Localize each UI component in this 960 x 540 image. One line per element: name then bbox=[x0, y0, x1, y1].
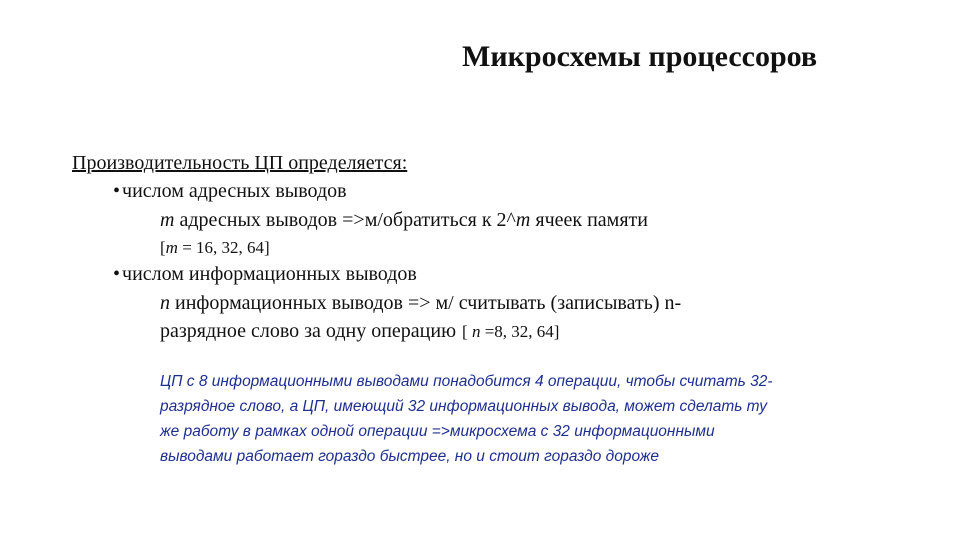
address-pins-detail bbox=[160, 209, 648, 232]
bullet-address-pins bbox=[113, 180, 347, 203]
range-open: [ bbox=[160, 238, 166, 257]
detail-text: разрядное слово за одну операцию bbox=[160, 320, 457, 342]
range-open: [ bbox=[462, 322, 472, 341]
slide-title: Микросхемы процессоров bbox=[462, 40, 818, 73]
bullet-data-pins bbox=[113, 263, 417, 286]
range-values: =8, 32, 64] bbox=[480, 322, 560, 341]
data-pins-range bbox=[462, 322, 559, 341]
bullet-icon: • bbox=[113, 263, 121, 285]
variable-m: m bbox=[160, 209, 175, 231]
variable-n: n bbox=[471, 322, 481, 341]
data-pins-detail bbox=[160, 292, 681, 315]
performance-heading: Производительность ЦП определяется: bbox=[72, 152, 408, 174]
variable-n: n bbox=[160, 292, 170, 314]
detail-text: ячеек памяти bbox=[530, 209, 648, 231]
bullet-icon: • bbox=[113, 180, 121, 202]
range-values: = 16, 32, 64] bbox=[177, 238, 270, 257]
detail-text: адресных выводов =>м/обратиться к 2^ bbox=[174, 209, 516, 231]
variable-m: m bbox=[165, 238, 178, 257]
data-pins-detail-continued bbox=[160, 320, 559, 343]
bullet-label: числом информационных выводов bbox=[122, 263, 417, 285]
variable-m: m bbox=[515, 209, 531, 231]
detail-text: информационных выводов => м/ считывать (записывать) n- bbox=[170, 292, 682, 314]
example-note bbox=[160, 369, 880, 469]
bullet-label: числом адресных выводов bbox=[122, 180, 347, 202]
note-line: разрядное слово, а ЦП, имеющий 32 информационных вывода, может сделать ту bbox=[160, 398, 768, 415]
note-line: ЦП с 8 информационными выводами понадобится 4 операции, чтобы считать 32- bbox=[160, 373, 773, 390]
note-line: выводами работает гораздо быстрее, но и стоит гораздо дороже bbox=[160, 448, 660, 465]
note-line: же работу в рамках одной операции =>микросхема с 32 информационными bbox=[160, 423, 715, 440]
address-pins-range bbox=[160, 238, 270, 258]
